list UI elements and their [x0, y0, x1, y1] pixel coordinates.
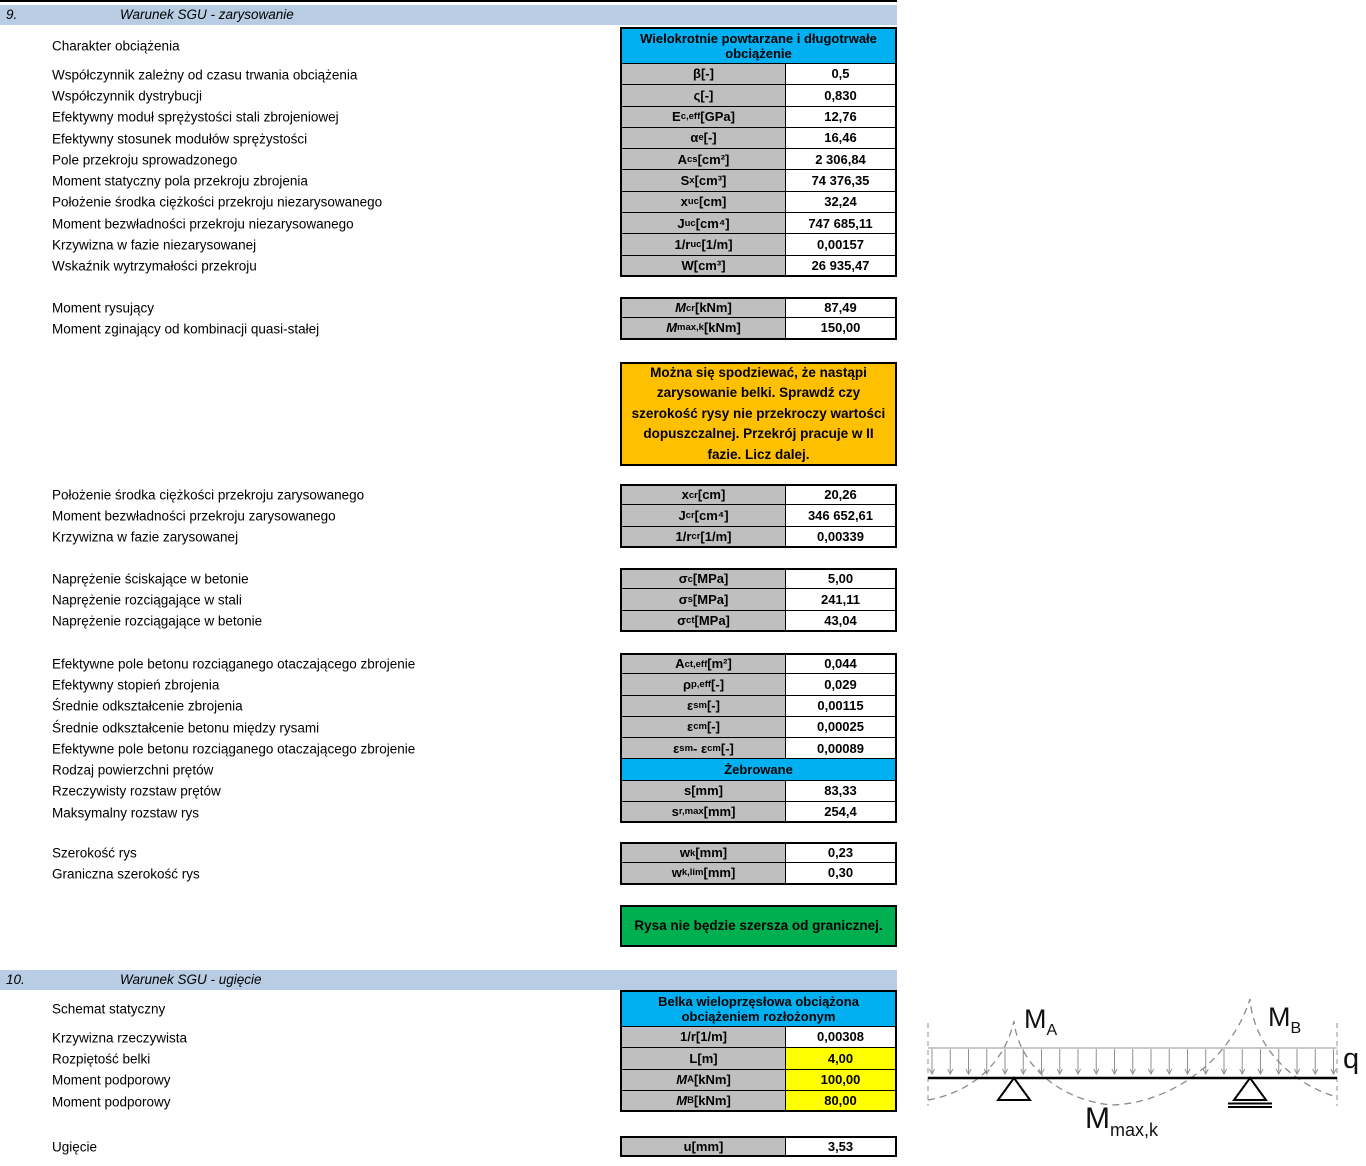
row-label: Naprężenie ściskające w betonie	[52, 571, 249, 587]
row-label: Rodzaj powierzchni prętów	[52, 762, 214, 778]
param-cell: s [mm]	[620, 781, 786, 802]
table-row	[0, 1070, 897, 1091]
table-row	[0, 1091, 897, 1112]
param-cell: ε cm [-]	[620, 717, 786, 738]
table-row	[0, 107, 897, 128]
table-row	[0, 192, 897, 213]
param-cell: 1/r [1/m]	[620, 1027, 786, 1048]
row-label: Rozpiętość belki	[52, 1051, 151, 1067]
section-10-header	[0, 970, 897, 990]
table-row	[0, 318, 897, 339]
value-cell: 0,00089	[786, 738, 897, 759]
table-row	[0, 568, 897, 589]
row-label: Schemat statyczny	[52, 1001, 166, 1016]
row-label: Szerokość rys	[52, 845, 137, 861]
param-cell: u [mm]	[620, 1136, 786, 1157]
row-label: Moment zginający od kombinacji quasi-stałej	[52, 321, 320, 337]
value-cell[interactable]: 80,00	[786, 1091, 897, 1112]
row-label: Współczynnik dystrybucji	[52, 88, 203, 104]
param-cell: x cr [cm]	[620, 484, 786, 505]
table-row	[0, 170, 897, 191]
table-crack-parameters	[0, 653, 897, 823]
value-cell: 32,24	[786, 192, 897, 213]
row-label: Efektywny moduł sprężystości stali zbrojeniowej	[52, 109, 339, 125]
row-label: Krzywizna w fazie zarysowanej	[52, 529, 239, 545]
table-deflection	[0, 990, 897, 1112]
value-cell: 0,044	[786, 653, 897, 674]
param-cell: ς [-]	[620, 85, 786, 106]
table-uncracked-section	[0, 27, 897, 277]
section-9-header	[0, 5, 897, 25]
param-cell: E c,eff [GPa]	[620, 107, 786, 128]
table-row	[0, 1136, 897, 1157]
top-border-line	[0, 0, 897, 2]
value-cell: 5,00	[786, 568, 897, 589]
value-cell: 16,46	[786, 128, 897, 149]
row-label: Efektywny stosunek modułów sprężystości	[52, 131, 308, 147]
param-cell: x uc [cm]	[620, 192, 786, 213]
value-cell[interactable]: 100,00	[786, 1070, 897, 1091]
value-cell: 747 685,11	[786, 213, 897, 234]
table-row	[0, 717, 897, 738]
row-label: Moment bezwładności przekroju niezarysowanego	[52, 216, 354, 232]
table-row	[0, 990, 897, 1027]
load-q-label: q	[1343, 1043, 1360, 1075]
table-row	[0, 1048, 897, 1069]
row-label: Charakter obciążenia	[52, 38, 180, 53]
param-cell: σ s [MPa]	[620, 589, 786, 610]
param-cell: ε sm - ε cm [-]	[620, 738, 786, 759]
section-9-title: Warunek SGU - zarysowanie	[120, 7, 294, 22]
row-label: Graniczna szerokość rys	[52, 866, 200, 882]
value-cell: 12,76	[786, 107, 897, 128]
select-cell[interactable]: Żebrowane	[620, 759, 897, 780]
param-cell: M A [kNm]	[620, 1070, 786, 1091]
crack-ok-box: Rysa nie będzie szersza od granicznej.	[620, 905, 897, 947]
value-cell: 20,26	[786, 484, 897, 505]
value-cell[interactable]: 4,00	[786, 1048, 897, 1069]
value-cell: 87,49	[786, 297, 897, 318]
row-label: Maksymalny rozstaw rys	[52, 805, 200, 821]
param-cell: M cr [kNm]	[620, 297, 786, 318]
section-9-number: 9.	[6, 7, 18, 22]
value-cell: 43,04	[786, 611, 897, 632]
param-cell: ε sm [-]	[620, 696, 786, 717]
param-cell: s r,max [mm]	[620, 802, 786, 823]
row-label: Pole przekroju sprowadzonego	[52, 152, 238, 168]
table-moments	[0, 297, 897, 340]
row-label: Naprężenie rozciągające w betonie	[52, 613, 263, 629]
param-cell: α e [-]	[620, 128, 786, 149]
value-cell: 241,11	[786, 589, 897, 610]
row-label: Moment statyczny pola przekroju zbrojenia	[52, 173, 308, 189]
table-crack-width	[0, 842, 897, 885]
table-row	[0, 738, 897, 759]
value-cell: 0,00157	[786, 234, 897, 255]
value-cell: 0,00025	[786, 717, 897, 738]
param-cell: ρ p,eff [-]	[620, 674, 786, 695]
beam-diagram	[922, 990, 1366, 1166]
table-row	[0, 213, 897, 234]
table-row	[0, 234, 897, 255]
value-cell: 0,00339	[786, 527, 897, 548]
value-cell: 0,00115	[786, 696, 897, 717]
crack-warning-box: Można się spodziewać, że nastąpi zarysowanie belki. Sprawdź czy szerokość rysy nie przekroczy wartości dopuszczalnej. Przekrój pracuje w II fazie. Licz dalej.	[620, 362, 897, 466]
row-label: Efektywne pole betonu rozciąganego otaczającego zbrojenie	[52, 741, 416, 757]
param-cell: w k [mm]	[620, 842, 786, 863]
section-10-number: 10.	[6, 972, 25, 987]
value-cell: 0,23	[786, 842, 897, 863]
row-label: Średnie odkształcenie betonu między rysami	[52, 720, 320, 736]
param-cell: σ c [MPa]	[620, 568, 786, 589]
param-cell: β [-]	[620, 64, 786, 85]
row-label: Krzywizna rzeczywista	[52, 1030, 188, 1046]
table-row	[0, 64, 897, 85]
moment-b-label: $M_B$	[1268, 1002, 1302, 1037]
table-row	[0, 85, 897, 106]
table-row	[0, 27, 897, 64]
value-cell: 2 306,84	[786, 149, 897, 170]
select-cell[interactable]: Wielokrotnie powtarzane i długotrwałe obciążenie	[620, 27, 897, 64]
table-row	[0, 674, 897, 695]
value-cell: 0,00308	[786, 1027, 897, 1048]
value-cell: 346 652,61	[786, 505, 897, 526]
value-cell: 3,53	[786, 1136, 897, 1157]
param-cell: W [cm³]	[620, 256, 786, 277]
table-row	[0, 149, 897, 170]
row-label: Moment rysujący	[52, 300, 155, 316]
value-cell: 0,830	[786, 85, 897, 106]
param-cell: σ ct [MPa]	[620, 611, 786, 632]
row-label: Położenie środka ciężkości przekroju zarysowanego	[52, 487, 365, 503]
value-cell: 0,029	[786, 674, 897, 695]
param-cell: A cs [cm²]	[620, 149, 786, 170]
table-row	[0, 527, 897, 548]
row-label: Naprężenie rozciągające w stali	[52, 592, 242, 608]
param-cell: M max,k [kNm]	[620, 318, 786, 339]
param-cell: 1/r cr [1/m]	[620, 527, 786, 548]
param-cell: M B [kNm]	[620, 1091, 786, 1112]
row-label: Położenie środka ciężkości przekroju niezarysowanego	[52, 194, 383, 210]
table-stresses	[0, 568, 897, 632]
row-label: Moment podporowy	[52, 1072, 171, 1088]
param-cell: 1/r uc [1/m]	[620, 234, 786, 255]
row-label: Krzywizna w fazie niezarysowanej	[52, 237, 257, 253]
value-cell: 74 376,35	[786, 170, 897, 191]
value-cell: 83,33	[786, 781, 897, 802]
distributed-load-arrows	[929, 1049, 1336, 1074]
table-row	[0, 484, 897, 505]
row-label: Efektywny stopień zbrojenia	[52, 677, 220, 693]
row-label: Rzeczywisty rozstaw prętów	[52, 783, 221, 799]
table-row	[0, 696, 897, 717]
table-row	[0, 256, 897, 277]
table-row	[0, 781, 897, 802]
roller-support-icon	[1234, 1078, 1266, 1100]
value-cell: 254,4	[786, 802, 897, 823]
table-deflection-result	[0, 1136, 897, 1157]
table-row	[0, 611, 897, 632]
table-row	[0, 297, 897, 318]
pin-support-icon	[998, 1078, 1030, 1100]
table-row	[0, 863, 897, 884]
row-label: Wskaźnik wytrzymałości przekroju	[52, 258, 257, 274]
row-label: Efektywne pole betonu rozciąganego otaczającego zbrojenie	[52, 656, 416, 672]
moment-max-label: $M_{max,k}$	[1085, 1102, 1159, 1140]
moment-a-label: $M_A$	[1024, 1004, 1058, 1039]
table-cracked-section	[0, 484, 897, 548]
table-row	[0, 128, 897, 149]
value-cell: 0,5	[786, 64, 897, 85]
select-cell[interactable]: Belka wieloprzęsłowa obciążona obciążeniem rozłożonym	[620, 990, 897, 1027]
param-cell: S x [cm³]	[620, 170, 786, 191]
param-cell: J uc [cm⁴]	[620, 213, 786, 234]
row-label: Moment bezwładności przekroju zarysowanego	[52, 508, 336, 524]
value-cell: 0,30	[786, 863, 897, 884]
table-row	[0, 1027, 897, 1048]
table-row	[0, 589, 897, 610]
table-row	[0, 802, 897, 823]
table-row	[0, 759, 897, 780]
param-cell: w k,lim [mm]	[620, 863, 786, 884]
table-row	[0, 505, 897, 526]
param-cell: A ct,eff [m²]	[620, 653, 786, 674]
section-10-title: Warunek SGU - ugięcie	[120, 972, 262, 987]
param-cell: J cr [cm⁴]	[620, 505, 786, 526]
value-cell: 26 935,47	[786, 256, 897, 277]
table-row	[0, 842, 897, 863]
value-cell: 150,00	[786, 318, 897, 339]
row-label: Współczynnik zależny od czasu trwania obciążenia	[52, 67, 358, 83]
table-row	[0, 653, 897, 674]
row-label: Średnie odkształcenie zbrojenia	[52, 698, 243, 714]
param-cell: L [m]	[620, 1048, 786, 1069]
row-label: Ugięcie	[52, 1139, 98, 1155]
row-label: Moment podporowy	[52, 1094, 171, 1110]
